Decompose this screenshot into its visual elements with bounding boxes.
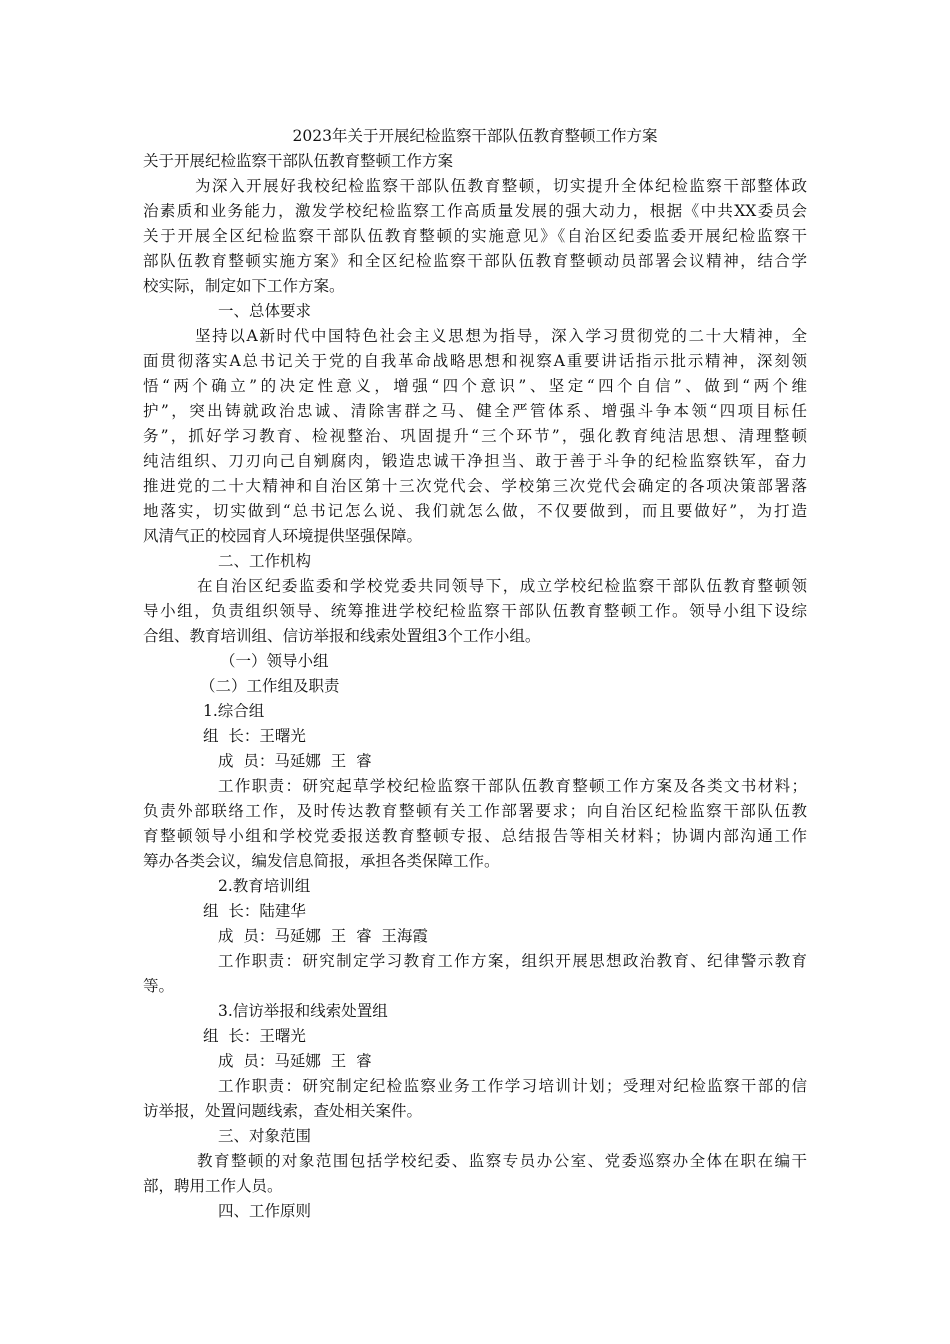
paragraph-line: 工作职责：研究制定纪检监察业务工作学习培训计划；受理对纪检监察干部的信 xyxy=(218,1077,807,1095)
paragraph-line: 负责外部联络工作，及时传达教育整顿有关工作部署要求；向自治区纪检监察干部队伍教 xyxy=(143,802,807,820)
paragraph-line: 在自治区纪委监委和学校党委共同领导下，成立学校纪检监察干部队伍教育整顿领 xyxy=(197,577,807,595)
group-members: 成 员：马延娜 王 睿 王海霞 xyxy=(218,927,428,945)
document-page xyxy=(143,124,807,1224)
section-heading: 四、工作原则 xyxy=(218,1202,312,1220)
section-paragraph xyxy=(143,324,807,549)
group-leader: 组 长：王曙光 xyxy=(203,1027,306,1045)
group-3 xyxy=(143,999,807,1124)
paragraph-line: 护”，突出铸就政治忠诚、清除害群之马、健全严管体系、增强斗争本领“四项目标任 xyxy=(143,402,807,420)
paragraph-line: 等。 xyxy=(143,977,175,995)
section-heading: 一、总体要求 xyxy=(218,302,312,320)
group-1 xyxy=(143,699,807,874)
section-paragraph xyxy=(143,1149,807,1199)
intro-paragraph xyxy=(143,174,807,299)
group-leader: 组 长：王曙光 xyxy=(203,727,306,745)
paragraph-line: 工作职责：研究制定学习教育工作方案，组织开展思想政治教育、纪律警示教育 xyxy=(218,952,807,970)
paragraph-line: 访举报，处置问题线索，查处相关案件。 xyxy=(143,1102,423,1120)
paragraph-line: 地落实，切实做到“总书记怎么说、我们就怎么做，不仅要做到，而且要做好”，为打造 xyxy=(143,502,807,520)
paragraph-line: 导小组，负责组织领导、统筹推进学校纪检监察干部队伍教育整顿工作。领导小组下设综 xyxy=(143,602,807,620)
paragraph-line: 部队伍教育整顿实施方案》和全区纪检监察干部队伍教育整顿动员部署会议精神，结合学 xyxy=(143,252,807,270)
section-heading: 二、工作机构 xyxy=(218,552,312,570)
paragraph-line: 风清气正的校园育人环境提供坚强保障。 xyxy=(143,527,423,545)
group-name: 1.综合组 xyxy=(203,702,265,720)
paragraph-line: 筹办各类会议，编发信息简报，承担各类保障工作。 xyxy=(143,852,500,870)
document-subtitle: 关于开展纪检监察干部队伍教育整顿工作方案 xyxy=(143,152,454,170)
paragraph-line: 推进党的二十大精神和自治区第十三次党代会、学校第三次党代会确定的各项决策部署落 xyxy=(143,477,807,495)
paragraph-line: 务”，抓好学习教育、检视整治、巩固提升“三个环节”，强化教育纯洁思想、清理整顿 xyxy=(143,427,807,445)
paragraph-line: 教育整顿的对象范围包括学校纪委、监察专员办公室、党委巡察办全体在职在编干 xyxy=(197,1152,807,1170)
paragraph-line: 坚持以A新时代中国特色社会主义思想为指导，深入学习贯彻党的二十大精神，全 xyxy=(195,327,807,345)
paragraph-line: 为深入开展好我校纪检监察干部队伍教育整顿，切实提升全体纪检监察干部整体政 xyxy=(195,177,807,195)
paragraph-line: 纯洁组织、刀刃向己自剜腐肉，锻造忠诚干净担当、敢于善于斗争的纪检监察铁军，奋力 xyxy=(143,452,807,470)
paragraph-line: 治素质和业务能力，激发学校纪检监察工作高质量发展的强大动力，根据《中共XX委员会 xyxy=(143,202,807,220)
group-2 xyxy=(143,874,807,999)
paragraph-line: 校实际，制定如下工作方案。 xyxy=(143,277,345,295)
paragraph-line: 面贯彻落实A总书记关于党的自我革命战略思想和视察A重要讲话指示批示精神，深刻领 xyxy=(143,352,807,370)
paragraph-line: 工作职责：研究起草学校纪检监察干部队伍教育整顿工作方案及各类文书材料； xyxy=(218,777,807,795)
paragraph-line: 合组、教育培训组、信访举报和线索处置组3个工作小组。 xyxy=(143,627,541,645)
document-title: 2023年关于开展纪检监察干部队伍教育整顿工作方案 xyxy=(292,127,658,145)
section-heading: 三、对象范围 xyxy=(218,1127,312,1145)
paragraph-line: 部，聘用工作人员。 xyxy=(143,1177,283,1195)
group-name: 2.教育培训组 xyxy=(218,877,311,895)
subsection-heading: （一）领导小组 xyxy=(220,652,329,670)
paragraph-line: 悟“两个确立”的决定性意义，增强“四个意识”、坚定“四个自信”、做到“两个维 xyxy=(143,377,807,395)
paragraph-line: 关于开展全区纪检监察干部队伍教育整顿的实施意见》《自治区纪委监委开展纪检监察干 xyxy=(143,227,807,245)
group-name: 3.信访举报和线索处置组 xyxy=(218,1002,388,1020)
subsection-heading: （二）工作组及职责 xyxy=(200,677,340,695)
group-leader: 组 长：陆建华 xyxy=(203,902,306,920)
group-members: 成 员：马延娜 王 睿 xyxy=(218,752,372,770)
section-paragraph xyxy=(143,574,807,649)
paragraph-line: 育整顿领导小组和学校党委报送教育整顿专报、总结报告等相关材料；协调内部沟通工作 xyxy=(143,827,807,845)
group-members: 成 员：马延娜 王 睿 xyxy=(218,1052,372,1070)
